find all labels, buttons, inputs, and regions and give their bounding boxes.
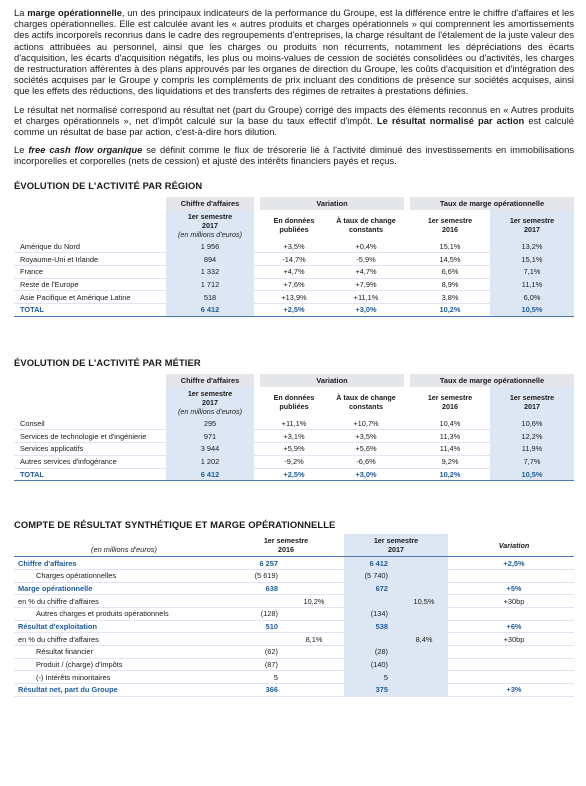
header-taux: Taux de marge opérationnelle	[410, 197, 574, 210]
header-semestre-2017: 1er semestre 2017 (en millions d'euros)	[166, 387, 254, 418]
cell-taux-2017: 6,0%	[490, 291, 574, 304]
table-row	[14, 607, 574, 620]
cell-taux-2017: 11,1%	[490, 278, 574, 291]
cell-taux-2016: 14,5%	[410, 253, 490, 266]
table-row	[14, 569, 574, 582]
total-row	[14, 304, 574, 317]
cell-2017: 5	[344, 671, 400, 684]
cell-var-constants: +3,0%	[328, 468, 404, 481]
cell-taux-2017: 10,6%	[490, 418, 574, 430]
cell-blank	[290, 671, 338, 684]
cell-taux-2016: 11,3%	[410, 430, 490, 443]
row-label: Chiffre d'affaires	[14, 557, 234, 570]
cell-var-constants: +4,7%	[328, 266, 404, 279]
cell-taux-2016: 6,6%	[410, 266, 490, 279]
cell-blank	[400, 582, 448, 595]
cell-2017: 6 412	[344, 557, 400, 570]
row-label: en % du chiffre d'affaires	[14, 633, 234, 646]
cell-ca: 295	[166, 418, 254, 430]
cell-taux-2017: 11,9%	[490, 443, 574, 456]
intro-paragraph-3: Le free cash flow organique se définit comme le flux de trésorerie lié à l'activité diminué des investissements en immobilisations incorporelles et corporelles (nets de cession) et ajusté des intérêts financiers payés et reçus.	[14, 145, 574, 167]
cell-taux-2016: 9,2%	[410, 455, 490, 468]
row-label: Marge opérationnelle	[14, 582, 234, 595]
row-label: Royaume-Uni et Irlande	[14, 253, 166, 266]
row-label: France	[14, 266, 166, 279]
cell-2017: 672	[344, 582, 400, 595]
key-row	[14, 620, 574, 633]
header-taux-constants: À taux de change constants	[336, 393, 396, 412]
cell-var-constants: +7,9%	[328, 278, 404, 291]
cell-var-constants: +10,7%	[328, 418, 404, 430]
cell-var-constants: +5,6%	[328, 443, 404, 456]
row-label: Résultat financier	[14, 646, 234, 659]
compte-unit: (en millions d'euros)	[14, 534, 234, 557]
cell-taux-2016: 3,8%	[410, 291, 490, 304]
row-label: Asie Pacifique et Amérique Latine	[14, 291, 166, 304]
header-semestre-2016: 1er semestre 2016	[427, 216, 473, 235]
cell-ca: 1 332	[166, 266, 254, 279]
cell-var-publiees: -9,2%	[260, 455, 328, 468]
header-semestre-2017: 1er semestre 2017 (en millions d'euros)	[166, 210, 254, 241]
cell-var-publiees: -14,7%	[260, 253, 328, 266]
header-donnees-publiees: En données publiées	[273, 216, 315, 235]
header-donnees-publiees: En données publiées	[273, 393, 315, 412]
cell-variation: +3%	[454, 684, 574, 697]
cell-var-constants: -5,9%	[328, 253, 404, 266]
cell-2016: 366	[234, 684, 290, 697]
table-row	[14, 241, 574, 253]
key-row	[14, 582, 574, 595]
row-label: Autres services d'infogérance	[14, 455, 166, 468]
cell-var-publiees: +7,6%	[260, 278, 328, 291]
row-label: Amérique du Nord	[14, 241, 166, 253]
cell-2017: (5 740)	[344, 569, 400, 582]
compte-table	[14, 534, 574, 697]
cell-blank	[400, 684, 448, 697]
row-label: Services applicatifs	[14, 443, 166, 456]
region-table	[14, 197, 574, 317]
cell-taux-2017: 7,7%	[490, 455, 574, 468]
row-label: en % du chiffre d'affaires	[14, 595, 234, 608]
cell-blank	[234, 595, 290, 608]
cell-variation: +30bp	[454, 633, 574, 646]
table-row	[14, 418, 574, 430]
cell-ca: 518	[166, 291, 254, 304]
cell-taux-2016: 11,4%	[410, 443, 490, 456]
cell-taux-2016: 15,1%	[410, 241, 490, 253]
cell-blank	[344, 595, 400, 608]
cell-ca: 894	[166, 253, 254, 266]
cell-blank	[290, 658, 338, 671]
cell-taux-2017: 15,1%	[490, 253, 574, 266]
cell-var-constants: +3,5%	[328, 430, 404, 443]
cell-2017: 375	[344, 684, 400, 697]
cell-taux-2017: 13,2%	[490, 241, 574, 253]
cell-pct-2016: 10,2%	[290, 595, 338, 608]
term-marge-operationnelle: marge opérationnelle	[27, 8, 122, 18]
cell-blank	[400, 646, 448, 659]
cell-ca: 3 944	[166, 443, 254, 456]
total-row	[14, 468, 574, 481]
table-row	[14, 266, 574, 279]
cell-taux-2016: 10,2%	[410, 468, 490, 481]
cell-taux-2016: 8,9%	[410, 278, 490, 291]
header-ca: Chiffre d'affaires	[166, 374, 254, 387]
cell-2016: (128)	[234, 607, 290, 620]
cell-2016: 638	[234, 582, 290, 595]
key-row	[14, 684, 574, 697]
row-label: Charges opérationnelles	[14, 569, 234, 582]
cell-blank	[290, 684, 338, 697]
header-variation: Variation	[260, 197, 404, 210]
cell-var-constants: +11,1%	[328, 291, 404, 304]
table-row	[14, 278, 574, 291]
cell-taux-2016: 10,2%	[410, 304, 490, 317]
cell-blank	[400, 620, 448, 633]
intro-paragraph-1: La marge opérationnelle, un des principaux indicateurs de la performance du Groupe, est la différence entre le chiffre d'affaires et les charges opérationnelles. Elle est calculée avant les « autres produits et charges opérationnels » qui comprennent les amortissements des actifs incorporels reconnus dans le cadre des regroupements d'entreprises, la charge résultant de l'étalement de la juste valeur des actions attribuées au personnel, ainsi que les charges ou produits non récurrents, notamment les dépréciations des écarts d'acquisition, les écarts d'acquisition négatifs, les plus ou moins-values de cession de sociétés consolidées ou d'activités, les charges de restructuration afférentes à des plans approuvés par les organes de direction du Groupe, les coûts d'acquisition et d'intégration des sociétés acquises par le Groupe y compris les compléments de prix incluant des conditions de présence sur sociétés acquises, ainsi que les effets des réductions, des liquidations et des transferts des régimes de retraites à prestations définies.	[14, 8, 574, 97]
cell-variation	[454, 646, 574, 659]
table-row	[14, 671, 574, 684]
cell-variation	[454, 607, 574, 620]
cell-ca: 971	[166, 430, 254, 443]
row-label: Conseil	[14, 418, 166, 430]
cell-2016: 5	[234, 671, 290, 684]
table-row	[14, 595, 574, 608]
cell-taux-2016: 10,4%	[410, 418, 490, 430]
cell-variation: +2,5%	[454, 557, 574, 570]
header-semestre-2017b: 1er semestre 2017	[490, 210, 574, 241]
row-label: Résultat net, part du Groupe	[14, 684, 234, 697]
cell-blank	[234, 633, 290, 646]
cell-var-publiees: +2,5%	[260, 468, 328, 481]
cell-var-publiees: +5,9%	[260, 443, 328, 456]
cell-variation: +5%	[454, 582, 574, 595]
cell-var-publiees: +13,9%	[260, 291, 328, 304]
cell-blank	[400, 671, 448, 684]
cell-ca: 1 202	[166, 455, 254, 468]
cell-variation	[454, 569, 574, 582]
cell-blank	[290, 607, 338, 620]
section-title-metier: ÉVOLUTION DE L'ACTIVITÉ PAR MÉTIER	[14, 356, 201, 368]
cell-var-publiees: +2,5%	[260, 304, 328, 317]
row-label: Produit / (charge) d'impôts	[14, 658, 234, 671]
section-title-compte: COMPTE DE RÉSULTAT SYNTHÉTIQUE ET MARGE OPÉRATIONNELLE	[14, 519, 336, 531]
cell-blank	[290, 620, 338, 633]
table-row	[14, 455, 574, 468]
compte-header-2016: 1er semestre 2016	[234, 534, 338, 557]
cell-blank	[290, 582, 338, 595]
cell-2017: 538	[344, 620, 400, 633]
cell-var-constants: -6,6%	[328, 455, 404, 468]
cell-2017: (140)	[344, 658, 400, 671]
table-row	[14, 633, 574, 646]
cell-ca: 6 412	[166, 468, 254, 481]
row-label: TOTAL	[14, 468, 166, 481]
cell-pct-2017: 8,4%	[400, 633, 448, 646]
cell-blank	[290, 569, 338, 582]
header-semestre-2016: 1er semestre 2016	[427, 393, 473, 412]
row-label: (-) Intérêts minoritaires	[14, 671, 234, 684]
cell-ca: 6 412	[166, 304, 254, 317]
table-row	[14, 291, 574, 304]
cell-variation	[454, 658, 574, 671]
cell-taux-2017: 10,5%	[490, 468, 574, 481]
row-label: Services de technologie et d'ingénierie	[14, 430, 166, 443]
cell-2017: (134)	[344, 607, 400, 620]
cell-2016: 510	[234, 620, 290, 633]
compte-header-2017: 1er semestre 2017	[344, 534, 448, 557]
section-title-region: ÉVOLUTION DE L'ACTIVITÉ PAR RÉGION	[14, 179, 203, 191]
cell-var-publiees: +4,7%	[260, 266, 328, 279]
header-taux-constants: À taux de change constants	[336, 216, 396, 235]
cell-blank	[344, 633, 400, 646]
cell-var-constants: +3,0%	[328, 304, 404, 317]
table-row	[14, 430, 574, 443]
table-row	[14, 443, 574, 456]
cell-2016: (87)	[234, 658, 290, 671]
cell-variation: +6%	[454, 620, 574, 633]
cell-blank	[400, 557, 448, 570]
table-row	[14, 646, 574, 659]
table-row	[14, 253, 574, 266]
cell-blank	[400, 569, 448, 582]
table-row	[14, 658, 574, 671]
header-taux: Taux de marge opérationnelle	[410, 374, 574, 387]
cell-blank	[290, 557, 338, 570]
row-label: Reste de l'Europe	[14, 278, 166, 291]
cell-var-publiees: +3,1%	[260, 430, 328, 443]
cell-blank	[290, 646, 338, 659]
cell-var-publiees: +11,1%	[260, 418, 328, 430]
cell-blank	[400, 607, 448, 620]
cell-ca: 1 712	[166, 278, 254, 291]
cell-variation: +30bp	[454, 595, 574, 608]
cell-2016: 6 257	[234, 557, 290, 570]
cell-ca: 1 956	[166, 241, 254, 253]
cell-2016: (62)	[234, 646, 290, 659]
header-semestre-2017b: 1er semestre 2017	[490, 387, 574, 418]
header-variation: Variation	[260, 374, 404, 387]
key-row	[14, 557, 574, 570]
cell-blank	[400, 658, 448, 671]
term-free-cash-flow: free cash flow organique	[28, 145, 143, 156]
cell-var-publiees: +3,5%	[260, 241, 328, 253]
cell-taux-2017: 10,5%	[490, 304, 574, 317]
compte-header-variation: Variation	[454, 534, 574, 557]
metier-table	[14, 374, 574, 481]
term-resultat-normalise: Le résultat normalisé par action	[376, 115, 525, 126]
cell-variation	[454, 671, 574, 684]
row-label: TOTAL	[14, 304, 166, 317]
cell-var-constants: +0,4%	[328, 241, 404, 253]
row-label: Résultat d'exploitation	[14, 620, 234, 633]
cell-taux-2017: 12,2%	[490, 430, 574, 443]
cell-taux-2017: 7,1%	[490, 266, 574, 279]
header-ca: Chiffre d'affaires	[166, 197, 254, 210]
document-page	[14, 8, 574, 697]
intro-paragraph-2: Le résultat net normalisé correspond au résultat net (part du Groupe) corrigé des impacts des éléments reconnus en « Autres produits et charges opérationnels », net d'impôt calculé sur la base du taux effectif d'impôt. Le résultat normalisé par action est calculé comme un résultat de base par action, c'est-à-dire hors dilution.	[14, 104, 574, 138]
row-label: Autres charges et produits opérationnels	[14, 607, 234, 620]
cell-pct-2017: 10,5%	[400, 595, 448, 608]
cell-pct-2016: 8,1%	[290, 633, 338, 646]
cell-2017: (28)	[344, 646, 400, 659]
cell-2016: (5 619)	[234, 569, 290, 582]
